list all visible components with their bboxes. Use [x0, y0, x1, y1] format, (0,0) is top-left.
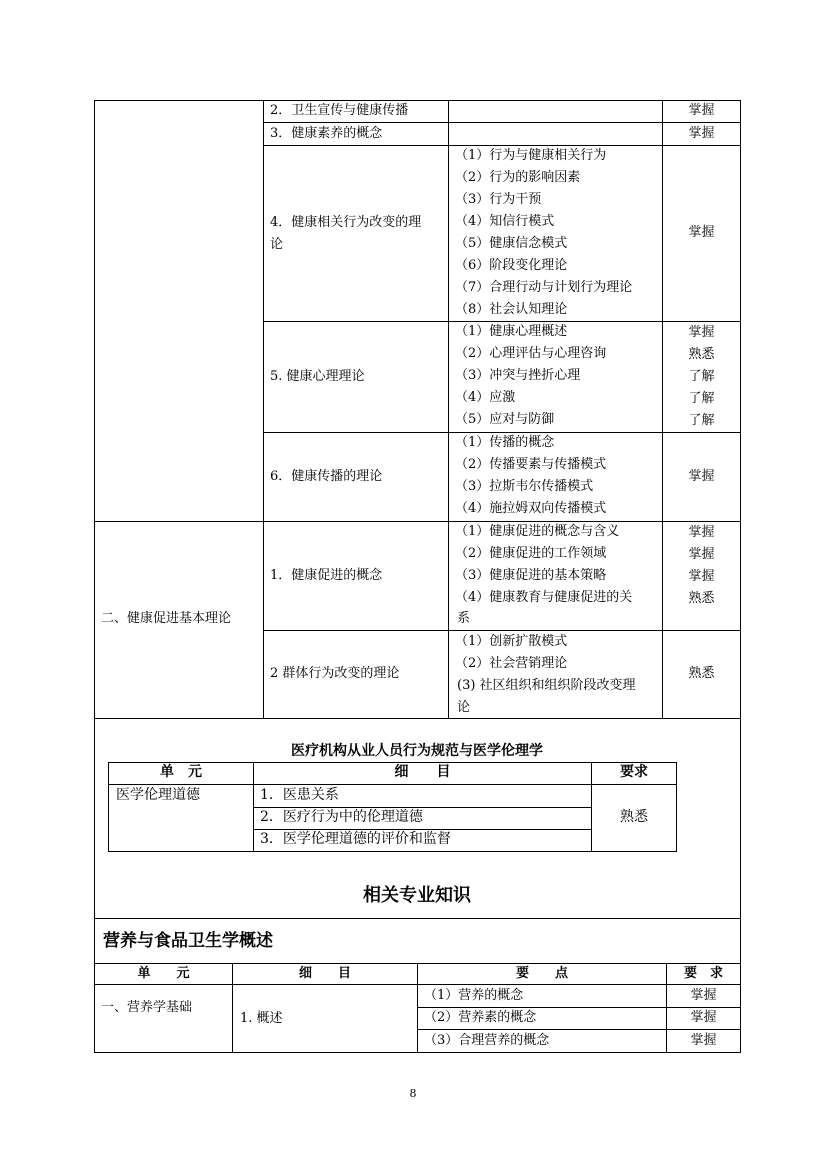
level-row-1: 掌握 [688, 103, 715, 119]
item-group-behavior-theory: 2 群体行为改变的理论 [270, 666, 400, 682]
nutrition-level: 掌握 [690, 1010, 717, 1025]
point: （2）行为的影响因素 [455, 170, 581, 185]
item-behavior-theory-line-2: 论 [270, 237, 284, 252]
item-health-literacy: 3．健康素养的概念 [270, 125, 383, 141]
point: （3）健康促进的基本策略 [455, 568, 607, 583]
nutrition-point: （1）营养的概念 [424, 988, 524, 1003]
level-row-2: 掌握 [688, 125, 715, 141]
item-communication-theory: 6．健康传播的理论 [270, 468, 383, 484]
point: (3) 社区组织和组织阶段改变理 [457, 678, 636, 693]
point: （3）冲突与挫折心理 [455, 368, 581, 383]
point: （4）施拉姆双向传播模式 [455, 501, 607, 516]
point: （7）合理行动与计划行为理论 [455, 280, 633, 295]
level: 了解 [688, 369, 715, 384]
level: 熟悉 [688, 347, 715, 362]
point: （4）健康教育与健康促进的关 [455, 590, 633, 605]
point: （3）拉斯韦尔传播模式 [455, 479, 594, 494]
level: 熟悉 [688, 591, 715, 606]
ethics-title: 医疗机构从业人员行为规范与医学伦理学 [291, 743, 543, 759]
point: （5）应对与防御 [455, 412, 555, 427]
point: （4）知信行模式 [455, 214, 555, 229]
level: 掌握 [688, 525, 715, 540]
item-health-promotion-concept: 1．健康促进的概念 [270, 567, 383, 583]
item-health-psychology: 5. 健康心理理论 [270, 368, 365, 384]
point: （4）应激 [455, 390, 516, 405]
page-number: 8 [409, 1087, 417, 1100]
point: （2）传播要素与传播模式 [455, 457, 607, 472]
nutrition-item: 1. 概述 [240, 1010, 283, 1026]
point: （2）健康促进的工作领域 [455, 546, 607, 561]
level: 了解 [688, 413, 715, 428]
ethics-item: 2．医疗行为中的伦理道德 [260, 809, 423, 825]
ethics-header-item: 细 目 [394, 764, 451, 781]
level: 掌握 [688, 569, 715, 584]
point: 系 [457, 611, 471, 626]
point: （1）健康心理概述 [455, 324, 568, 339]
point: （5）健康信念模式 [455, 236, 568, 251]
point: （1）创新扩散模式 [455, 634, 568, 649]
level: 掌握 [688, 547, 715, 562]
ethics-item: 1．医患关系 [260, 787, 339, 803]
item-behavior-theory-line-1: 4．健康相关行为改变的理 [270, 215, 422, 230]
ethics-header-unit: 单 元 [160, 764, 202, 781]
ethics-header-level: 要求 [620, 764, 648, 781]
nutrition-header-level: 要 求 [683, 965, 723, 981]
related-knowledge-title: 相关专业知识 [363, 885, 471, 906]
nutrition-header-unit: 单 元 [137, 965, 190, 981]
point: （1）行为与健康相关行为 [455, 148, 607, 163]
level-row-3: 掌握 [688, 225, 715, 241]
point: （1）健康促进的概念与含义 [455, 524, 620, 539]
nutrition-title: 营养与食品卫生学概述 [103, 931, 273, 951]
nutrition-point: （2）营养素的概念 [424, 1010, 537, 1025]
point: （2）社会营销理论 [455, 656, 568, 671]
point: （3）行为干预 [455, 192, 542, 207]
point: （1）传播的概念 [455, 435, 555, 450]
point: （6）阶段变化理论 [455, 258, 568, 273]
level: 掌握 [688, 325, 715, 340]
ethics-item: 3．医学伦理道德的评价和监督 [260, 831, 451, 847]
ethics-unit: 医学伦理道德 [116, 787, 200, 803]
nutrition-header-point: 要 点 [515, 965, 568, 981]
item-health-communication: 2．卫生宣传与健康传播 [270, 103, 409, 119]
ethics-level: 熟悉 [620, 809, 648, 826]
level: 了解 [688, 391, 715, 406]
point: （2）心理评估与心理咨询 [455, 346, 607, 361]
nutrition-unit: 一、营养学基础 [101, 1000, 193, 1015]
nutrition-level: 掌握 [690, 1033, 717, 1048]
point: （8）社会认知理论 [455, 302, 568, 317]
unit-health-promotion: 二、健康促进基本理论 [101, 611, 232, 627]
nutrition-point: （3）合理营养的概念 [424, 1033, 550, 1048]
point: 论 [457, 700, 471, 715]
level-row-7: 熟悉 [688, 666, 715, 682]
nutrition-header-item: 细 目 [298, 965, 351, 981]
level-row-5: 掌握 [688, 468, 715, 484]
nutrition-level: 掌握 [690, 988, 717, 1003]
